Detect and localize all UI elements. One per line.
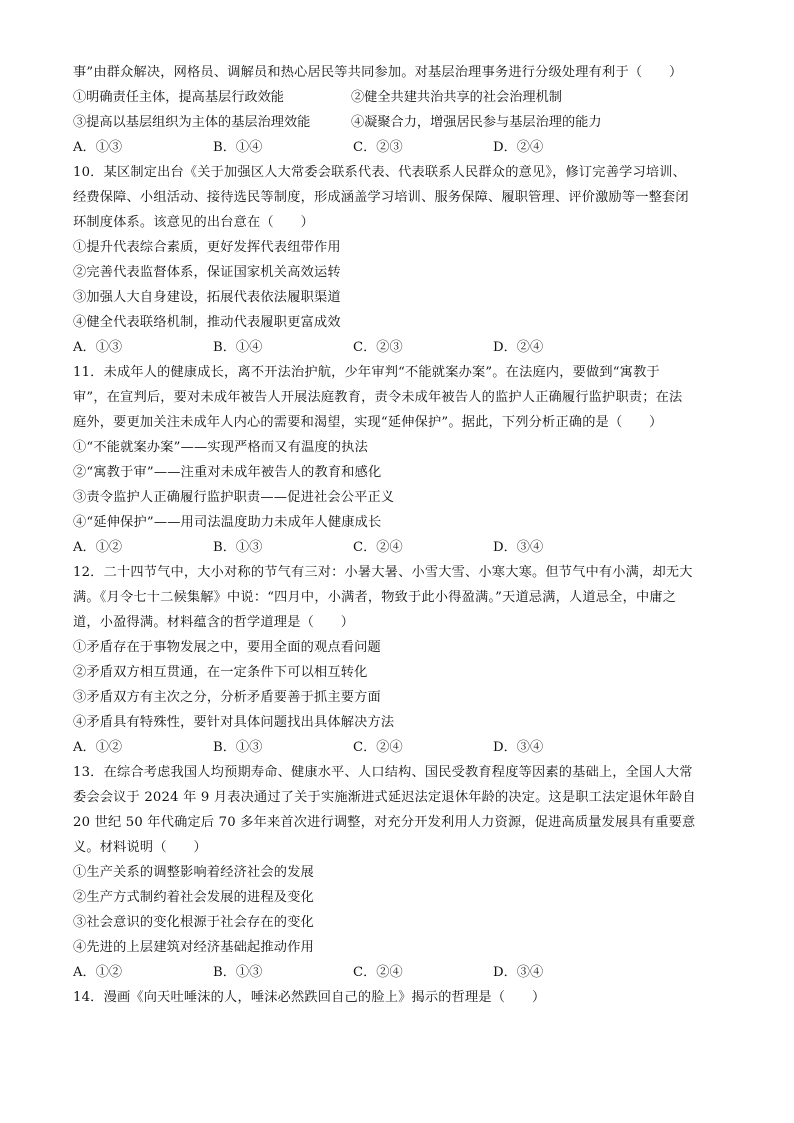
statement-item: ①明确责任主体，提高基层行政效能	[73, 90, 284, 105]
question-10	[73, 160, 723, 360]
exam-page	[73, 60, 723, 1010]
option-c: C．②④	[353, 740, 403, 755]
option-a: A．①③	[73, 340, 123, 355]
statement-row	[73, 85, 723, 110]
statement-item: ④凝聚合力，增强居民参与基层治理的能力	[351, 115, 602, 130]
option-d: D．②④	[493, 140, 544, 155]
question-13	[73, 760, 723, 985]
question-stem-line: 13．在综合考虑我国人均预期寿命、健康水平、人口结构、国民受教育程度等因素的基础上，全国人大常	[73, 765, 693, 780]
statement-item: ④矛盾具有特殊性，要针对具体问题找出具体解决方法	[73, 715, 395, 730]
answer-options	[73, 735, 723, 760]
statement-item: ②“寓教于审”——注重对未成年被告人的教育和感化	[73, 465, 382, 480]
option-d: D．③④	[493, 540, 544, 555]
option-d: D．③④	[493, 740, 544, 755]
statement-item: ①矛盾存在于事物发展之中，要用全面的观点看问题	[73, 640, 381, 655]
option-a: A．①②	[73, 965, 123, 980]
option-d: D．③④	[493, 965, 544, 980]
question-stem-line: 委会会议于 2024 年 9 月表决通过了关于实施渐进式延迟法定退休年龄的决定。这是职工法定退休年龄自	[73, 790, 696, 805]
option-b: B．①③	[213, 540, 263, 555]
statement-item: ①生产关系的调整影响着经济社会的发展	[73, 865, 314, 880]
answer-options	[73, 335, 723, 360]
statement-item: ③提高以基层组织为主体的基层治理效能	[73, 115, 311, 130]
question-stem-line: 20 世纪 50 年代确定后 70 多年来首次进行调整，对充分开发利用人力资源，促进高质量发展具有重要意	[73, 815, 696, 830]
question-14	[73, 985, 723, 1010]
question-12	[73, 560, 723, 760]
question-11	[73, 360, 723, 560]
option-c: C．②③	[353, 340, 403, 355]
question-stem-line: 事”由群众解决，网格员、调解员和热心居民等共同参加。对基层治理事务进行分级处理有利于（ ）	[73, 65, 683, 80]
question-stem-line: 10．某区制定出台《关于加强区人大常委会联系代表、代表联系人民群众的意见》，修订完善学习培训、	[73, 165, 687, 180]
statement-row	[73, 110, 723, 135]
question-stem-line: 12．二十四节气中，大小对称的节气有三对：小暑大暑、小雪大雪、小寒大寒。但节气中有小满，却无大	[73, 565, 693, 580]
answer-options	[73, 960, 723, 985]
question-stem-line: 经费保障、小组活动、接待选民等制度，形成涵盖学习培训、服务保障、履职管理、评价激励等一整套闭	[73, 190, 689, 205]
option-c: C．②④	[353, 540, 403, 555]
statement-item: ②矛盾双方相互贯通，在一定条件下可以相互转化	[73, 665, 368, 680]
option-b: B．①③	[213, 740, 263, 755]
question-stem-line: 11．未成年人的健康成长，离不开法治护航，少年审判“不能就案办案”。在法庭内，要做到“寓教于	[73, 365, 660, 380]
option-d: D．②④	[493, 340, 544, 355]
option-b: B．①④	[213, 340, 263, 355]
statement-item: ①“不能就案办案”——实现严格而又有温度的执法	[73, 440, 369, 455]
statement-item: ④“延伸保护”——用司法温度助力未成年人健康成长	[73, 515, 382, 530]
answer-options	[73, 135, 723, 160]
statement-item: ②健全共建共治共享的社会治理机制	[351, 90, 562, 105]
option-c: C．②③	[353, 140, 403, 155]
statement-item: ③责令监护人正确履行监护职责——促进社会公平正义	[73, 490, 395, 505]
statement-item: ③社会意识的变化根源于社会存在的变化	[73, 915, 314, 930]
statement-item: ③加强人大自身建设，拓展代表依法履职渠道	[73, 290, 341, 305]
statement-item: ④健全代表联络机制，推动代表履职更富成效	[73, 315, 341, 330]
option-a: A．①③	[73, 140, 123, 155]
option-b: B．①④	[213, 140, 263, 155]
question-stem-line: 义。材料说明（ ）	[73, 840, 207, 855]
question-stem-line: 14．漫画《向天吐唾沫的人，唾沫必然跌回自己的脸上》揭示的哲理是（ ）	[73, 990, 546, 1005]
answer-options	[73, 535, 723, 560]
question-stem-line: 环制度体系。该意见的出台意在（ ）	[73, 215, 314, 230]
option-b: B．①③	[213, 965, 263, 980]
question-stem-line: 审”，在宣判后，要对未成年被告人开展法庭教育，责令未成年被告人的监护人正确履行监护职责；在法	[73, 390, 683, 405]
question-stem-line: 庭外，要更加关注未成年人内心的需要和渴望，实现“延伸保护”。据此，下列分析正确的是（ ）	[73, 415, 663, 430]
question-stem-line: 道，小盈得满。材料蕴含的哲学道理是（ ）	[73, 615, 355, 630]
option-c: C．②④	[353, 965, 403, 980]
statement-item: ③矛盾双方有主次之分，分析矛盾要善于抓主要方面	[73, 690, 381, 705]
option-a: A．①②	[73, 540, 123, 555]
statement-item: ①提升代表综合素质，更好发挥代表纽带作用	[73, 240, 341, 255]
statement-item: ②生产方式制约着社会发展的进程及变化	[73, 890, 314, 905]
question-9	[73, 60, 723, 160]
statement-item: ④先进的上层建筑对经济基础起推动作用	[73, 940, 314, 955]
statement-item: ②完善代表监督体系，保证国家机关高效运转	[73, 265, 341, 280]
question-stem-line: 满。《月令七十二候集解》中说：“四月中，小满者，物致于此小得盈满。”天道忌满，人道忌全，中庸之	[73, 590, 677, 605]
option-a: A．①②	[73, 740, 123, 755]
